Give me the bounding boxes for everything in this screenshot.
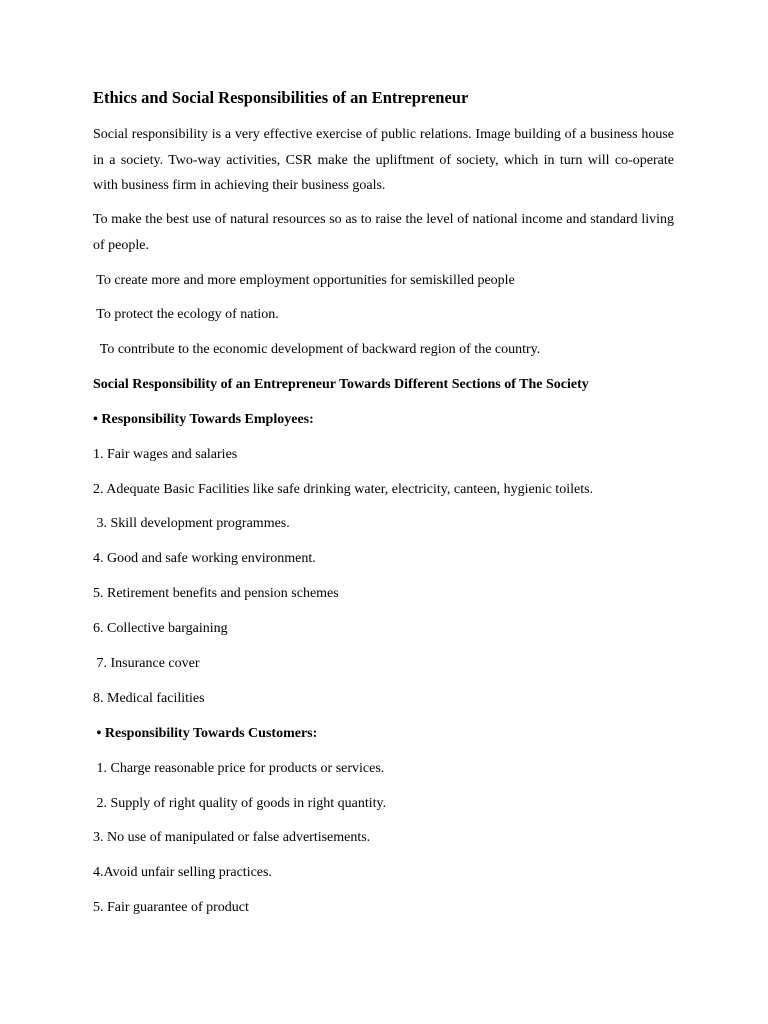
objective-economic-development: To contribute to the economic development of backward region of the country. [93,342,541,357]
document-title: Ethics and Social Responsibilities of an Entrepreneur [93,88,469,107]
customers-heading: • Responsibility Towards Customers: [93,726,318,741]
customers-item: 2. Supply of right quality of goods in right quantity. [93,796,387,811]
employees-item: 7. Insurance cover [93,656,200,671]
objective-ecology: To protect the ecology of nation. [93,307,279,322]
employees-item: 1. Fair wages and salaries [93,447,238,462]
employees-item: 8. Medical facilities [93,691,205,706]
employees-item: 5. Retirement benefits and pension schemes [93,586,339,601]
employees-item: 2. Adequate Basic Facilities like safe drinking water, electricity, canteen, hygienic toilets. [93,482,594,497]
objective-employment: To create more and more employment opportunities for semiskilled people [93,273,515,288]
section-heading: Social Responsibility of an Entrepreneur Towards Different Sections of The Society [93,377,589,392]
employees-item: 6. Collective bargaining [93,621,228,636]
customers-item: 5. Fair guarantee of product [93,900,249,915]
intro-paragraph: Social responsibility is a very effective exercise of public relations. Image building of a business house in a society. Two-way activities, CSR make the upliftment of society, which in turn will co-operate with business firm in achieving their business goals. [93,127,674,193]
customers-item: 1. Charge reasonable price for products or services. [93,761,385,776]
customers-item: 3. No use of manipulated or false advertisements. [93,830,371,845]
employees-heading: • Responsibility Towards Employees: [93,412,314,427]
employees-item: 4. Good and safe working environment. [93,551,316,566]
employees-item: 3. Skill development programmes. [93,516,290,531]
customers-item: 4.Avoid unfair selling practices. [93,865,272,880]
objective-natural-resources: To make the best use of natural resources so as to raise the level of national income and standard living of people. [93,212,674,253]
